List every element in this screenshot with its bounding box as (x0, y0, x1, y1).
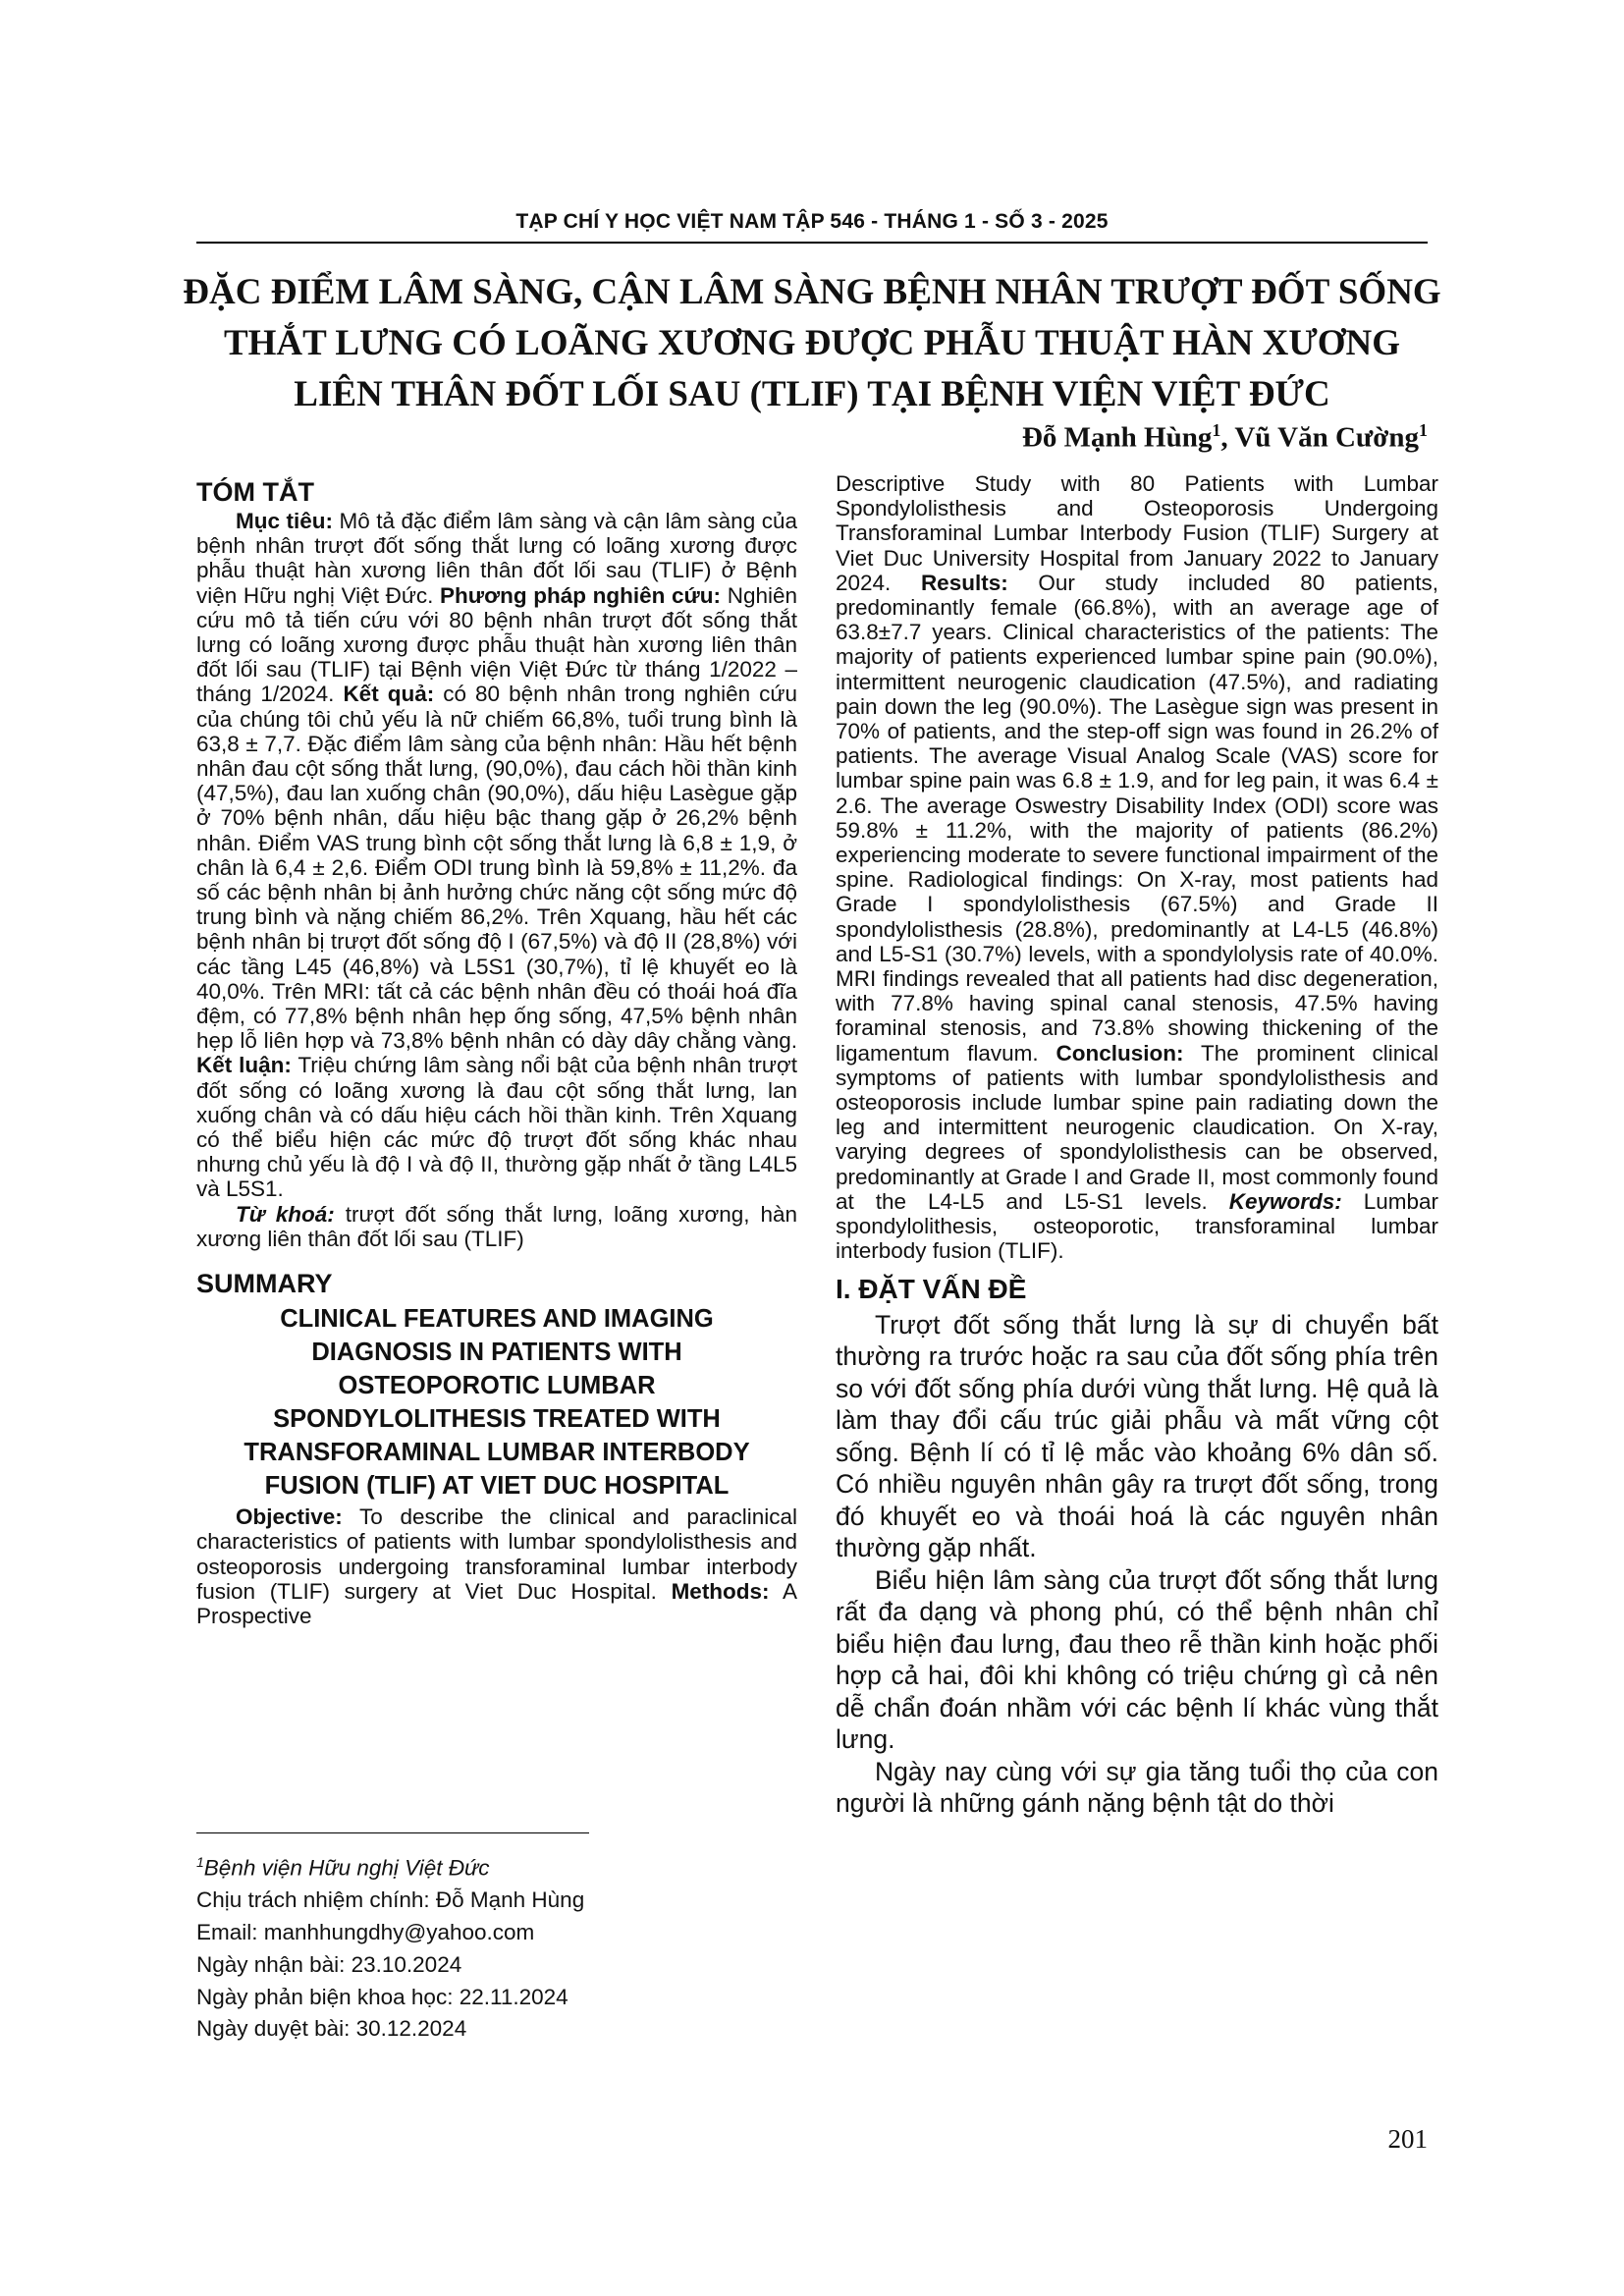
results-label: Kết quả: (343, 682, 435, 707)
introduction-heading: I. ĐẶT VẤN ĐỀ (836, 1273, 1027, 1304)
summary-objective-label: Objective: (236, 1504, 343, 1530)
author-separator: , (1220, 421, 1235, 454)
summary-methods-text: A Prospective (196, 1578, 797, 1628)
objective-label: Mục tiêu: (236, 509, 333, 533)
journal-running-header: TẠP CHÍ Y HỌC VIỆT NAM TẬP 546 - THÁNG 1 - SỐ 3 - 2025 (515, 210, 1109, 233)
methods-text: Nghiên cứu mô tả tiến cứu với 80 bệnh nhân trượt đốt sống thắt lưng có loãng xương được phẫu thuật hàn xương liên thân đốt lối sau (TLIF) tại Bệnh viện Việt Đức từ tháng 1/2022 – tháng 1/2024. (196, 582, 797, 707)
left-column (196, 475, 797, 1628)
email-note: Email: manhhungdhy@yahoo.com (196, 1920, 535, 1945)
affiliation-mark: 1 (196, 1854, 204, 1870)
author-name: Vũ Văn Cường (1234, 421, 1419, 454)
summary-title-line: TRANSFORAMINAL LUMBAR INTERBODY (244, 1439, 750, 1467)
accepted-date: Ngày duyệt bài: 30.12.2024 (196, 2016, 467, 2042)
summary-title-line: OSTEOPOROTIC LUMBAR (338, 1372, 656, 1400)
summary-results-text: Our study included 80 patients, predominantly female (66.8%), with an average age of 63.8±7.7 years. Clinical characteristics of the patients: The majority of patients experienced lumbar spine pain (90.0%), intermittent neurogenic claudication (47.5%), and radiating pain down the leg (90.0%). The Lasègue sign was present in 70% of patients, and the step-off sign was found in 26.2% of patients. The average Visual Analog Scale (VAS) score for lumbar spine pain was 6.8 ± 1.9, and for leg pain, it was 6.4 ± 2.6. The average Oswestry Disability Index (ODI) score was 59.8% ± 11.2%, with the majority of patients (86.2%) experiencing moderate to severe functional impairment of the spine. Radiological findings: On X-ray, most patients had Grade I spondylolisthesis (67.5%) and Grade II spondylolisthesis (28.8%), predominantly at L4-L5 (46.8%) and L5-S1 (30.7%) levels, with a spondylolysis rate of 40.0%. MRI findings revealed that all patients had disc degeneration, with 77.8% having spinal canal stenosis, 47.5% having foraminal stenosis, and 73.8% showing thickening of the ligamentum flavum. (836, 570, 1438, 1066)
summary-objective-text: To describe the clinical and paraclinical characteristics of patients with lumbar spondylolisthesis and osteoporosis undergoing transforaminal lumbar interbody fusion (TLIF) surgery at Viet Duc Hospital. (196, 1504, 797, 1604)
summary-heading: SUMMARY (196, 1269, 333, 1299)
affiliation-note (196, 1846, 805, 1885)
methods-label: Phương pháp nghiên cứu: (440, 582, 722, 608)
summary-results-label: Results: (920, 570, 1008, 595)
author-affiliation-mark: 1 (1212, 420, 1221, 440)
summary-title-line: SPONDYLOLITHESIS TREATED WITH (273, 1405, 721, 1434)
summary-title-line: FUSION (TLIF) AT VIET DUC HOSPITAL (264, 1472, 730, 1501)
header-divider (196, 242, 1428, 244)
introduction-paragraph: Biểu hiện lâm sàng của trượt đốt sống thắt lưng rất đa dạng và phong phú, có thể bệnh nhân chỉ biểu hiện đau lưng, đau theo rễ thần kinh hoặc phối hợp cả hai, đôi khi không có triệu chứng gì cả nên dễ chẩn đoán nhầm với các bệnh lí khác vùng thắt lưng. (836, 1564, 1438, 1754)
summary-title-line: CLINICAL FEATURES AND IMAGING (280, 1305, 714, 1334)
abstract-vi-body (196, 509, 797, 1202)
introduction-paragraph: Ngày nay cùng với sự gia tăng tuổi thọ của con người là những gánh nặng bệnh tật do thời (836, 1756, 1438, 1818)
summary-body-continued (836, 471, 1438, 1264)
page-number: 201 (1387, 2124, 1428, 2154)
article-title (147, 267, 1477, 420)
title-line: ĐẶC ĐIỂM LÂM SÀNG, CẬN LÂM SÀNG BỆNH NHÂN TRƯỢT ĐỐT SỐNG (183, 272, 1441, 312)
abstract-heading: TÓM TẮT (196, 477, 314, 507)
results-text: có 80 bệnh nhân trong nghiên cứu của chúng tôi chủ yếu là nữ chiếm 66,8%, tuổi trung bình là 63,8 ± 7,7. Đặc điểm lâm sàng của bệnh nhân: Hầu hết bệnh nhân đau cột sống thắt lưng, (90,0%), đau cách hồi thần kinh (47,5%), đau lan xuống chân (90,0%), dấu hiệu Lasègue gặp ở 70% bệnh nhân, dấu hiệu bậc thang gặp ở 26,2% bệnh nhân. Điểm VAS trung bình cột sống thắt lưng là 6,8 ± 1,9, ở chân là 6,4 ± 2,6. Điểm ODI trung bình là 59,8% ± 11,2%. đa số các bệnh nhân bị ảnh hưởng chức năng cột sống mức độ trung bình và nặng chiếm 86,2%. Trên Xquang, hầu hết các bệnh nhân bị trượt đốt sống độ I (67,5%) và độ II (28,8%) với các tầng L45 (46,8%) và L5S1 (30,7%), tỉ lệ khuyết eo là 40,0%. Trên MRI: tất cả các bệnh nhân đều có thoái hoá đĩa đệm, có 77,8% bệnh nhân hẹp ống sống, 47,5% bệnh nhân hẹp lỗ liên hợp và 73,8% bệnh nhân có dày dây chằng vàng. (196, 682, 797, 1054)
summary-body-start (196, 1504, 797, 1628)
summary-title-line: DIAGNOSIS IN PATIENTS WITH (311, 1339, 682, 1367)
right-column (836, 471, 1438, 1820)
author-list (1022, 420, 1428, 455)
title-line: LIÊN THÂN ĐỐT LỐI SAU (TLIF) TẠI BỆNH VIỆN VIỆT ĐỨC (294, 374, 1330, 414)
title-line: THẮT LƯNG CÓ LOÃNG XƯƠNG ĐƯỢC PHẪU THUẬT HÀN XƯƠNG (223, 323, 1401, 363)
conclusion-text: Triệu chứng lâm sàng nổi bật của bệnh nhân trượt đốt sống có loãng xương là đau cột sống thắt lưng, lan xuống chân và có dấu hiệu cách hồi thần kinh. Trên Xquang có thể biểu hiện các mức độ trượt đốt sống khác nhau nhưng chủ yếu là độ I và độ II, thường gặp nhất ở tầng L4L5 và L5S1. (196, 1053, 797, 1202)
conclusion-label: Kết luận: (196, 1053, 292, 1078)
review-date: Ngày phản biện khoa học: 22.11.2024 (196, 1984, 568, 2009)
introduction-section (836, 1270, 1438, 1820)
footnote-divider (196, 1832, 589, 1833)
summary-conclusion-label: Conclusion: (1056, 1040, 1184, 1066)
summary-title (196, 1302, 797, 1503)
summary-keywords-text: Lumbar spondylolithesis, osteoporotic, transforaminal lumbar interbody fusion (TLIF). (836, 1188, 1439, 1264)
keywords-vi (196, 1202, 797, 1251)
author-affiliation-mark: 1 (1419, 420, 1428, 440)
summary-keywords-label: Keywords: (1228, 1188, 1342, 1214)
summary-methods-continued: Descriptive Study with 80 Patients with Lumbar Spondylolisthesis and Osteoporosis Undergoing Transforaminal Lumbar Interbody Fusion (TLIF) Surgery at Viet Duc University Hospital from January 2022 to January 2024. (836, 471, 1438, 595)
corresponding-author: Chịu trách nhiệm chính: Đỗ Mạnh Hùng (196, 1887, 585, 1913)
author-name: Đỗ Mạnh Hùng (1021, 421, 1213, 454)
summary-conclusion-text: The prominent clinical symptoms of patients with lumbar spondylolisthesis and osteoporosis include lumbar spine pain radiating down the leg and intermittent neurogenic claudication. On X-ray, varying degrees of spondylolisthesis can be observed, predominantly at Grade I and Grade II, most commonly found at the L4-L5 and L5-S1 levels. (836, 1040, 1438, 1214)
introduction-paragraph: Trượt đốt sống thắt lưng là sự di chuyển bất thường ra trước hoặc ra sau của đốt sống phía trên so với đốt sống phía dưới vùng thắt lưng. Hệ quả là làm thay đổi cấu trúc giải phẫu và mất vững cột sống. Bệnh lí có tỉ lệ mắc vào khoảng 6% dân số. Có nhiều nguyên nhân gây ra trượt đốt sống, trong đó khuyết eo và thoái hoá là các nguyên nhân thường gặp nhất. (836, 1309, 1438, 1562)
keywords-text: trượt đốt sống thắt lưng, loãng xương, hàn xương liên thân đốt lối sau (TLIF) (196, 1201, 797, 1251)
affiliation-text: Bệnh viện Hữu nghị Việt Đức (203, 1855, 490, 1881)
received-date: Ngày nhận bài: 23.10.2024 (196, 1951, 462, 1977)
summary-methods-label: Methods: (671, 1578, 770, 1604)
objective-text: Mô tả đặc điểm lâm sàng và cận lâm sàng của bệnh nhân trượt đốt sống thắt lưng có loãng xương được phẫu thuật hàn xương liên thân đốt lối sau (TLIF) ở Bệnh viện Hữu nghị Việt Đức. (196, 509, 797, 608)
keywords-label: Từ khoá: (236, 1201, 335, 1227)
footnotes (196, 1846, 805, 2046)
